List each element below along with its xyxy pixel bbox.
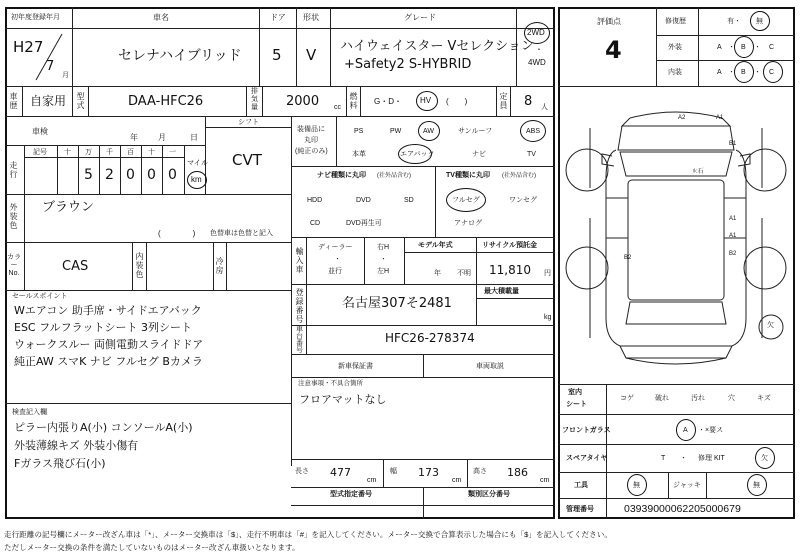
drive-dot: ・ — [535, 45, 543, 54]
max-load-label: 最大積載量 — [484, 288, 519, 295]
spare-t: T — [661, 455, 666, 462]
selling-point-3: ウォークスルー 両側電動スライドドア — [14, 338, 204, 351]
equipment-title-2: 丸印 — [304, 137, 318, 144]
cabin-yogore: 汚れ — [691, 395, 705, 402]
equip-leather: 本革 — [352, 151, 366, 158]
tv-label: TV種類に丸印 — [446, 172, 490, 179]
cabin-koge: コゲ — [620, 395, 634, 402]
length-value: 477 — [330, 466, 351, 479]
selling-point-1: Wエアコン 助手席・サイドエアバック — [14, 304, 202, 317]
inspection-note-2: 外装薄線キズ 外装小傷有 — [14, 439, 139, 452]
equip-tv: TV — [527, 151, 536, 158]
mgmt-label: 管理番号 — [566, 506, 594, 513]
equip-ps: PS — [354, 128, 364, 135]
fuel-options: G・D・ — [374, 97, 402, 106]
equip-navi: ナビ — [472, 151, 486, 158]
color-value: ブラウン — [42, 200, 95, 215]
drive-2wd: 2WD — [527, 28, 545, 37]
shape-label: 形状 — [303, 13, 319, 22]
exterior-c: C — [769, 44, 775, 51]
exterior-b: B — [741, 44, 746, 51]
front-glass-rest: ・×要ス — [698, 427, 724, 434]
tv-fullseg: フルセグ — [452, 197, 480, 204]
mileage-digit-5: 0 — [168, 167, 177, 183]
model-year-unit: 年 — [434, 270, 441, 277]
spare-dot: ・ — [680, 455, 687, 462]
tools-label: 工具 — [574, 482, 588, 489]
mark-a1-mid: A1 — [729, 216, 737, 222]
footer-line1: 走行距離の記号欄にメーター改ざん車は「*」、メーター交換車は「$」、走行不明車は「#」を記入してください。メーター交換で合算表示した場合にも「$」を記入してください。 — [4, 530, 612, 539]
month-value: 7 — [46, 59, 55, 74]
fuel-paren: ( ) — [446, 97, 468, 106]
car-name-label: 車名 — [153, 13, 169, 22]
equip-aw: AW — [423, 128, 435, 135]
navi-label: ナビ種類に丸印 — [317, 172, 366, 179]
inspection-note-3: Fガラス飛び石(小) — [14, 457, 106, 470]
length-label: 長さ — [295, 468, 309, 475]
color-note-paren: ( ) — [158, 229, 196, 238]
cabin-yabure: 破れ — [655, 395, 669, 402]
jack-selected: 無 — [753, 482, 760, 489]
height-value: 186 — [507, 466, 528, 479]
km-label: km — [191, 175, 202, 184]
import-right-h: 右H — [377, 244, 390, 251]
shift-value: CVT — [232, 151, 262, 169]
exterior-label: 外装 — [668, 44, 682, 51]
reg-value: 名古屋307そ2481 — [342, 296, 452, 311]
mileage-label: 走行 — [9, 161, 18, 179]
equipment-title-1: 装備品に — [297, 126, 325, 133]
model-label: 型式 — [76, 92, 85, 110]
mileage-h1: 十 — [64, 149, 71, 156]
equipment-title-3: (純正のみ) — [295, 148, 328, 155]
cabin-label-1: 室内 — [568, 389, 582, 396]
usage-value: 自家用 — [30, 94, 67, 108]
tools-selected: 無 — [633, 482, 640, 489]
selling-point-4: 純正AW スマK ナビ フルセグ Bカメラ — [14, 355, 203, 368]
color-no-label: カラーNo. — [7, 254, 21, 277]
navi-sub: (社外品含む) — [377, 173, 411, 179]
repair-selected: 無 — [756, 18, 763, 25]
capacity-value: 8 — [524, 94, 533, 109]
capacity-unit: 人 — [541, 104, 548, 111]
usage-label: 車歴 — [9, 92, 18, 110]
grade-line2: +Safety2 S-HYBRID — [344, 57, 472, 72]
import-parallel: 並行 — [328, 268, 342, 275]
front-glass-selected: A — [683, 427, 688, 434]
car-name: セレナハイブリッド — [118, 48, 242, 64]
model-year-value: 不明 — [457, 270, 471, 277]
recycle-unit: 円 — [544, 270, 551, 277]
fuel-label: 燃料 — [349, 92, 358, 110]
car-diagram — [560, 88, 793, 378]
insp-year-unit: 年 — [130, 133, 138, 142]
shift-label: シフト — [238, 119, 259, 126]
width-unit: cm — [452, 477, 462, 484]
mileage-h0: 記号 — [33, 149, 47, 156]
doors-value: 5 — [272, 46, 282, 64]
exterior-dot2: ・ — [754, 44, 761, 51]
footer-line2: ただしメーター交換の条件を満たしていないものはメーター改ざん車扱いとなります。 — [4, 543, 300, 552]
model-year-label: モデル年式 — [418, 242, 453, 249]
mileage-h4: 百 — [127, 149, 134, 156]
interior-b: B — [741, 69, 746, 76]
notes-label: 注意事項・不具合箇所 — [298, 380, 363, 387]
spare-repair: 修理 KIT — [698, 455, 725, 462]
mark-stone: ﾙ:石 — [693, 169, 704, 175]
selling-point-2: ESC フルフラットシート 3列シート — [14, 321, 192, 334]
mgmt-value: 03939000062205000679 — [624, 503, 741, 515]
cooler-label: 冷房 — [215, 257, 224, 275]
mark-a1-low: A1 — [729, 233, 737, 239]
recycle-label: リサイクル預託金 — [482, 242, 538, 249]
year-value: H27 — [13, 38, 44, 56]
import-dot1: ・ — [334, 256, 341, 263]
manual-label: 車両取説 — [476, 363, 504, 370]
cabin-ana: 穴 — [728, 395, 735, 402]
equip-abs: ABS — [526, 128, 541, 135]
displacement-unit: cc — [334, 104, 341, 111]
mileage-digit-4: 0 — [147, 167, 156, 183]
interior-dot2: ・ — [754, 69, 761, 76]
mileage-h2: 万 — [85, 149, 92, 156]
interior-a: A — [717, 69, 722, 76]
navi-dvd-play: DVD再生可 — [346, 220, 382, 227]
equip-sunroof: サンルーフ — [458, 128, 493, 135]
import-dealer: ディーラー — [318, 244, 353, 251]
type-designation-label: 型式指定番号 — [330, 491, 372, 498]
interior-grade-label: 内装 — [668, 69, 682, 76]
insp-month-unit: 月 — [158, 133, 166, 142]
grade-label: グレード — [404, 13, 436, 22]
displacement-value: 2000 — [286, 94, 320, 109]
model-value: DAA-HFC26 — [128, 94, 204, 109]
max-load-unit: kg — [544, 314, 552, 321]
recycle-value: 11,810 — [489, 263, 531, 277]
color-no-value: CAS — [62, 259, 89, 274]
fuel-selected: HV — [420, 96, 432, 105]
year-label: 初年度登録年月 — [11, 14, 60, 21]
exterior-a: A — [717, 44, 722, 51]
repair-options: 有・ — [727, 18, 741, 25]
mileage-digit-3: 0 — [126, 167, 135, 183]
cabin-kizu: キズ — [757, 395, 771, 402]
mileage-h5: 十 — [148, 149, 155, 156]
import-label: 輸入車 — [295, 247, 304, 274]
import-left-h: 左H — [377, 268, 390, 275]
mileage-h6: 一 — [169, 149, 176, 156]
repair-label: 修復歴 — [665, 18, 686, 25]
front-glass-label: フロントガラス — [562, 427, 611, 434]
grade-line1: ハイウェイスター Vセレクション — [340, 39, 534, 54]
selling-label: セールスポイント — [12, 293, 68, 300]
jack-label: ジャッキ — [673, 482, 701, 489]
length-unit: cm — [367, 477, 377, 484]
equip-pw: PW — [390, 128, 402, 135]
interior-label: 内装色 — [135, 252, 144, 279]
inspection-note-1: ピラー内張りA(小) コンソールA(小) — [14, 421, 193, 434]
navi-hdd: HDD — [307, 197, 323, 204]
inspection-label: 車検 — [32, 127, 48, 136]
inspection-notes-label: 検査記入欄 — [12, 409, 47, 416]
navi-dvd: DVD — [356, 197, 371, 204]
width-value: 173 — [418, 466, 439, 479]
width-label: 幅 — [390, 468, 397, 475]
spare-label: スペアタイヤ — [566, 455, 608, 462]
warranty-label: 新車保証書 — [338, 363, 373, 370]
mark-b1: B1 — [729, 141, 737, 147]
mark-a1-front: A1 — [716, 115, 724, 121]
mileage-digit-1: 5 — [84, 167, 93, 183]
mark-b2-right: B2 — [729, 251, 737, 257]
mark-b2-left: B2 — [624, 255, 632, 261]
color-label: 外装色 — [9, 203, 18, 230]
insp-day-unit: 日 — [190, 133, 198, 142]
shape-value: V — [306, 46, 317, 64]
chassis-value: HFC26-278374 — [385, 331, 475, 345]
displacement-label: 排気量 — [251, 88, 258, 111]
reg-label: 登録番号 — [295, 288, 304, 324]
score-label: 評価点 — [597, 17, 621, 26]
mile-label: マイル — [187, 160, 208, 167]
navi-cd: CD — [310, 220, 321, 227]
chassis-label: 車台番号 — [296, 326, 303, 354]
color-note: 色替車は色替と記入 — [210, 230, 273, 237]
cabin-label-2: シート — [566, 401, 587, 408]
exterior-dot1: ・ — [728, 44, 735, 51]
spare-selected: 欠 — [761, 455, 768, 462]
navi-sd: SD — [404, 197, 414, 204]
import-dot2: ・ — [380, 256, 387, 263]
mark-kake: 欠 — [767, 322, 774, 329]
mark-a2: A2 — [678, 115, 686, 121]
interior-c: C — [769, 69, 775, 76]
tv-analog: アナログ — [454, 220, 482, 227]
score-value: 4 — [605, 36, 622, 64]
equip-airbag: エアバック — [400, 151, 435, 158]
drive-4wd: 4WD — [528, 58, 546, 67]
category-label: 類別区分番号 — [468, 491, 510, 498]
height-label: 高さ — [473, 468, 487, 475]
notes-value: フロアマットなし — [299, 393, 387, 406]
height-unit: cm — [540, 477, 550, 484]
mileage-digit-2: 2 — [105, 167, 114, 183]
tv-sub: (社外品含む) — [502, 173, 536, 179]
mileage-h3: 千 — [106, 149, 113, 156]
month-unit: 月 — [62, 72, 69, 79]
capacity-label: 定員 — [499, 92, 508, 110]
interior-dot1: ・ — [728, 69, 735, 76]
door-label: ドア — [270, 13, 286, 22]
tv-oneseg: ワンセグ — [509, 197, 537, 204]
